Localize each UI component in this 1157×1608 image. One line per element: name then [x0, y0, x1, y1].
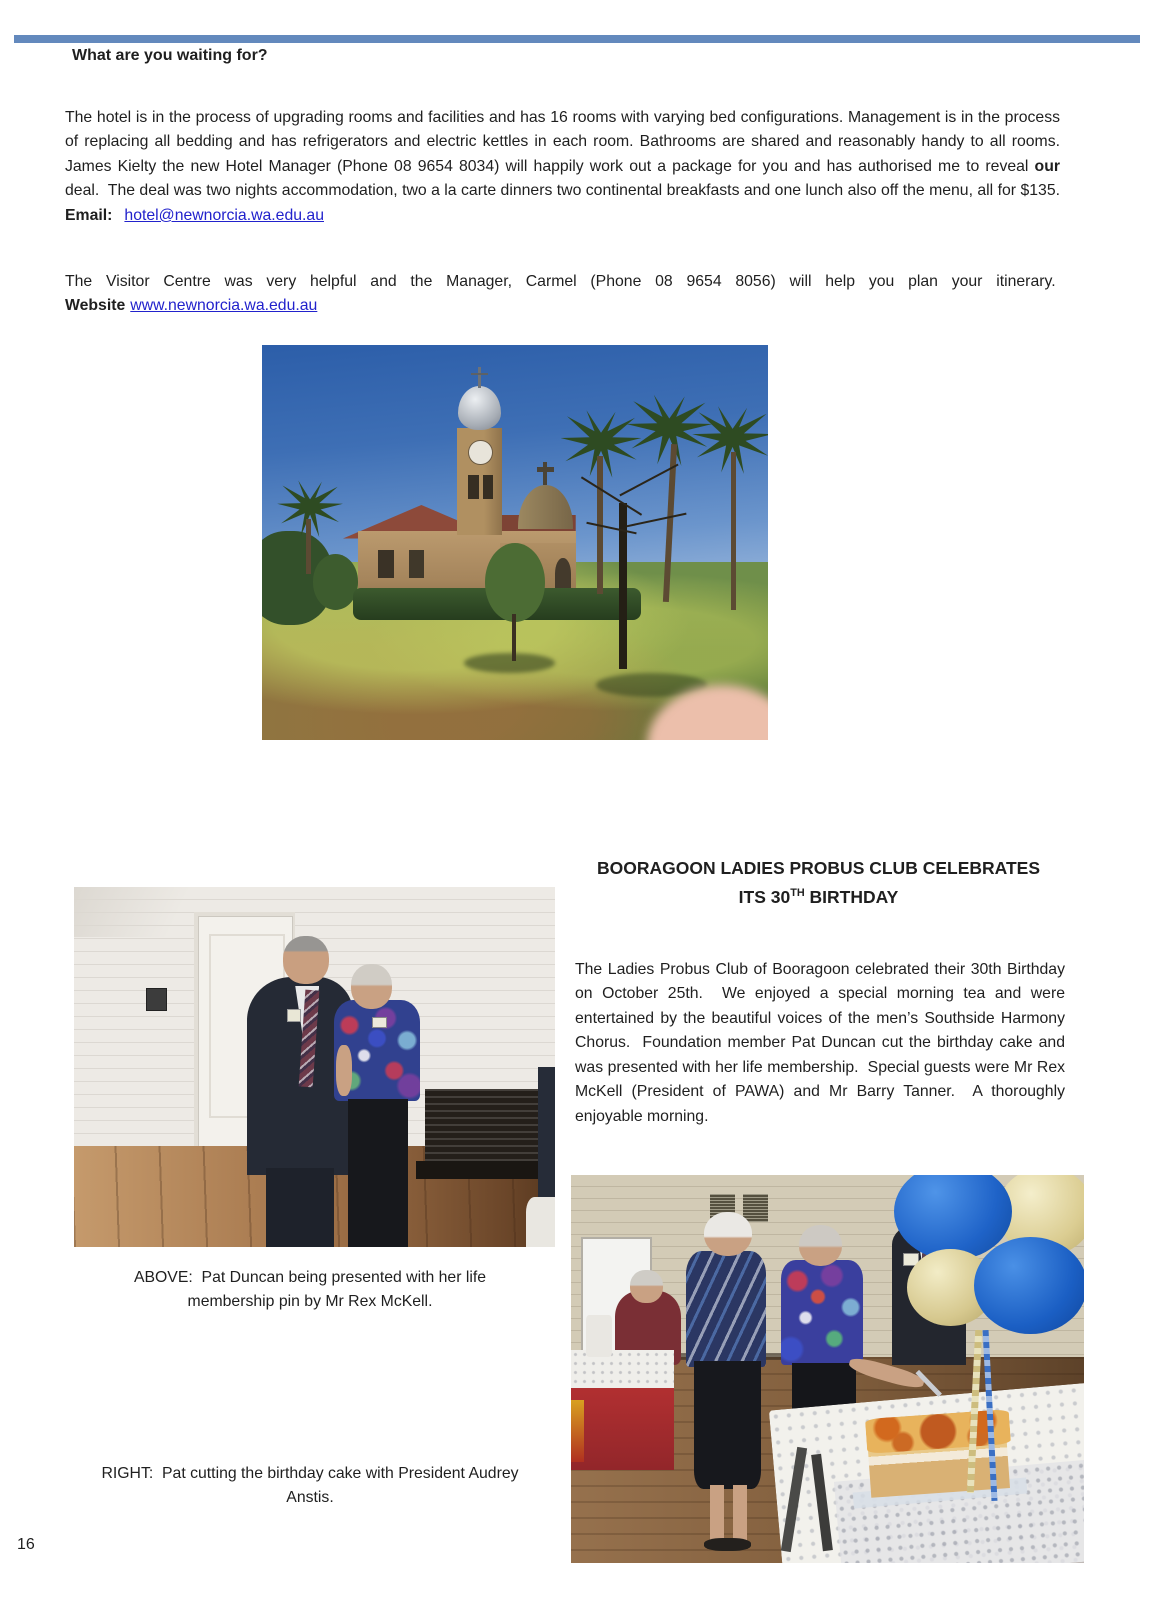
name-badge — [287, 1009, 302, 1022]
blue-balloon — [974, 1237, 1084, 1334]
tree-shadow — [464, 653, 555, 673]
hotel-section-heading: What are you waiting for? — [72, 47, 268, 64]
probus-heading-line1: BOORAGOON LADIES PROBUS CLUB CELEBRATES — [596, 858, 1041, 878]
woman-floral-top — [781, 1260, 863, 1365]
hotel-paragraph-text-2: deal. The deal was two nights accommodation, two a la carte dinners two continental breakfasts and one lunch also off the menu, all for $135. — [65, 182, 1060, 200]
probus-heading-line2-end: BIRTHDAY — [804, 886, 899, 907]
website-link[interactable]: www.newnorcia.wa.edu.au — [130, 297, 318, 315]
cross — [537, 467, 554, 471]
woman-skirt — [694, 1361, 761, 1489]
decoration — [571, 1400, 584, 1462]
church-window — [378, 550, 393, 578]
probus-heading — [571, 856, 1066, 910]
woman-head — [799, 1225, 842, 1266]
membership-presentation-photo — [74, 887, 555, 1247]
man-trousers — [266, 1168, 333, 1247]
top-accent-bar — [14, 35, 1140, 43]
hotel-paragraph-text: The hotel is in the process of upgrading rooms and facilities and has 16 rooms with varying bed configurations. Management is in the process of replacing all bedding and has refrigerators and electric kettles in each room. Bathrooms are shared and reasonably handy to all rooms. James Kielty the new Hotel Manager (Phone 08 9654 8034) will happily work out a package for you and has authorised me to reveal — [65, 108, 1060, 175]
wall-vent — [743, 1194, 769, 1221]
tree — [313, 554, 359, 609]
new-norcia-church-photo — [262, 345, 768, 740]
church-window — [409, 550, 424, 578]
hotel-paragraph-bold-our: our — [1034, 157, 1060, 175]
website-label: Website — [65, 297, 126, 315]
tablecloth-corner — [526, 1197, 555, 1247]
hotel-paragraph — [65, 106, 1060, 229]
wall-plaque — [146, 988, 167, 1012]
visitor-centre-text: The Visitor Centre was very helpful and the Manager, Carmel (Phone 08 9654 8056) will help you plan your itinerary. — [65, 272, 1060, 290]
woman-shoes — [704, 1538, 750, 1552]
probus-paragraph: The Ladies Probus Club of Booragoon celebrated their 30th Birthday on October 25th. We enjoyed a special morning tea and were entertained by the beautiful voices of the men’s Southside Harmony Chorus. Foundation member Pat Duncan cut the birthday cake and was presented with her life membership. Special guests were Mr Rex McKell (President of PAWA) and Mr Barry Tanner. A thoroughly enjoyable morning. — [575, 960, 1065, 1125]
right-caption: RIGHT: Pat cutting the birthday cake with President Audrey Anstis. — [101, 1465, 519, 1506]
probus-heading-superscript: TH — [790, 887, 805, 899]
fireplace-hearth — [416, 1161, 551, 1179]
tower-clock — [468, 440, 493, 466]
cake-cutting-photo — [571, 1175, 1084, 1563]
weathervane — [471, 373, 488, 375]
woman-leg — [733, 1485, 747, 1543]
seated-woman-head — [630, 1270, 663, 1303]
email-link[interactable]: hotel@newnorcia.wa.edu.au — [124, 206, 324, 224]
woman-head — [351, 964, 392, 1009]
email-label: Email: — [65, 206, 113, 224]
woman-arm — [336, 1045, 352, 1095]
dome-spire — [478, 367, 481, 389]
tower-opening — [468, 475, 478, 499]
man-head — [283, 936, 329, 985]
church-window — [555, 558, 570, 590]
woman-pants — [348, 1099, 408, 1247]
water-urn — [586, 1315, 612, 1358]
name-badge — [372, 1017, 387, 1028]
partial-person — [538, 1067, 555, 1204]
above-caption: ABOVE: Pat Duncan being presented with her life membership pin by Mr Rex McKell. — [133, 1269, 487, 1310]
cross — [543, 462, 547, 486]
palm-trunk — [306, 519, 311, 574]
tower-opening — [483, 475, 493, 499]
olive-tree-trunk — [512, 614, 516, 661]
olive-tree — [485, 543, 546, 622]
woman-head — [704, 1212, 751, 1257]
page-number: 16 — [17, 1536, 35, 1553]
probus-heading-line2: ITS 30 — [738, 886, 791, 907]
visitor-centre-paragraph — [65, 270, 1060, 319]
fireplace-heater — [425, 1089, 540, 1172]
woman-leg — [710, 1485, 724, 1543]
woman-navy-top — [686, 1251, 766, 1367]
palm-trunk — [731, 452, 737, 610]
